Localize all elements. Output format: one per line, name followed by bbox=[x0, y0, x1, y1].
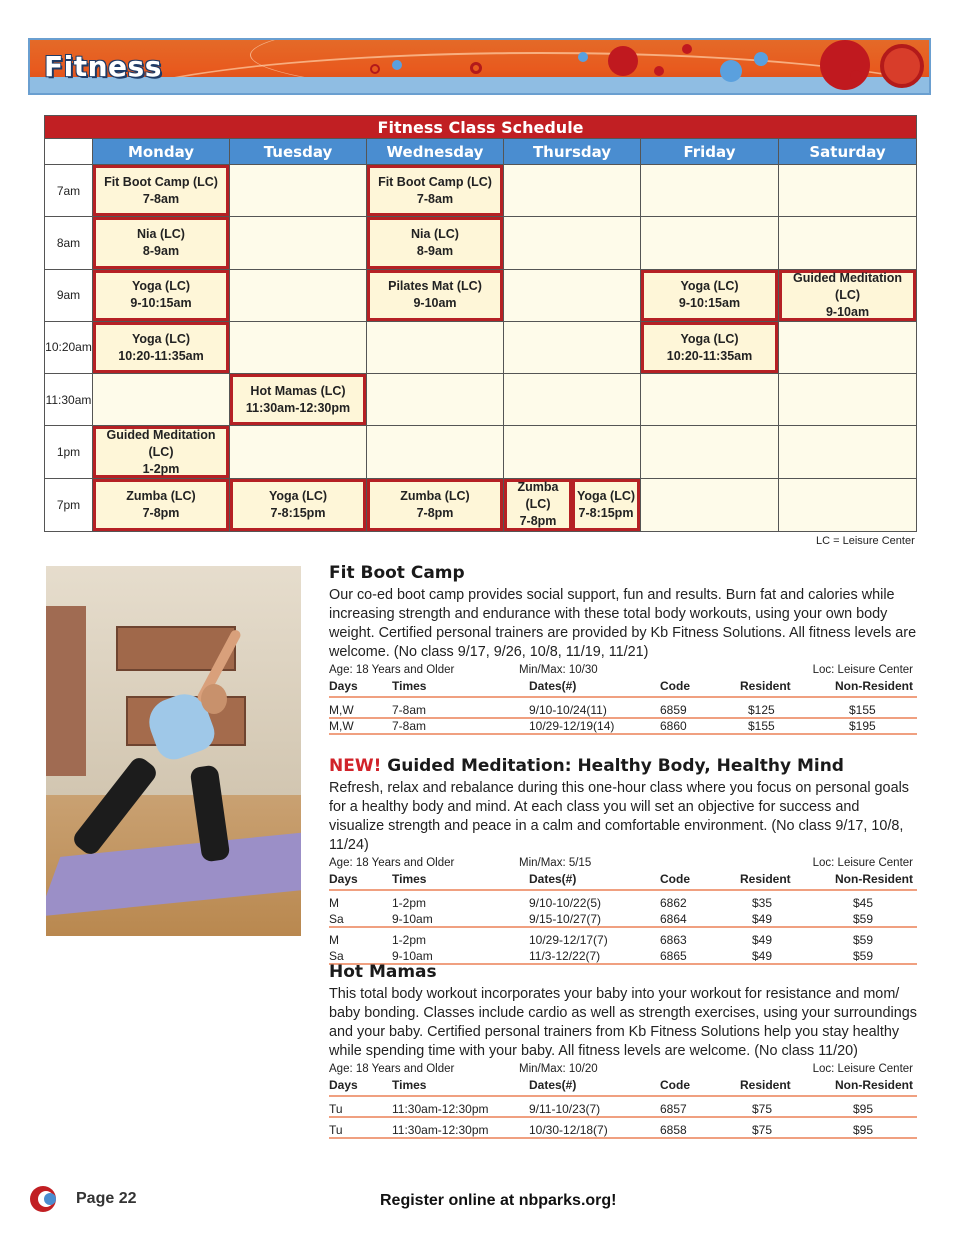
section-title: NEW! Guided Meditation: Healthy Body, Healthy Mind bbox=[329, 756, 844, 776]
legend-note: LC = Leisure Center bbox=[816, 535, 915, 547]
empty-cell bbox=[367, 426, 504, 478]
empty-cell bbox=[93, 374, 230, 426]
table-row: M 1-2pm 10/29-12/17(7) 6863 $49 $59 bbox=[329, 933, 874, 947]
parks-logo-icon bbox=[28, 1184, 58, 1214]
banner-dot bbox=[880, 44, 924, 88]
empty-cell bbox=[779, 478, 917, 531]
section-description: This total body workout incorporates your baby into your workout for resistance and mom/ baby bonding. Classes include cardio as well as strength exercises, using your surroundings and your baby. Certified personal trainers from Kb Fitness Solutions help you stay healthy while spending time with your baby. All fitness levels are welcome. (No class 11/20) bbox=[329, 986, 917, 1059]
empty-cell bbox=[641, 217, 779, 269]
yoga-photo bbox=[46, 566, 301, 936]
banner-dot bbox=[682, 44, 692, 54]
empty-cell bbox=[230, 165, 367, 217]
table-row: M 1-2pm 9/10-10/22(5) 6862 $35 $45 bbox=[329, 896, 874, 910]
register-link[interactable]: Register online at nbparks.org! bbox=[380, 1192, 617, 1209]
day-header: Monday bbox=[93, 139, 230, 165]
class-cell: Guided Meditation (LC) 9-10am bbox=[779, 269, 917, 321]
banner-dot bbox=[470, 62, 482, 74]
banner-dot bbox=[654, 66, 664, 76]
section-description: Our co-ed boot camp provides social support, fun and results. Burn fat and calories while increasing strength and endurance with these total body workouts, using your own body weight. Certified personal trainers are provided by Kb Fitness Solutions. All fitness levels are welcome. (No class 9/17, 9/26, 10/8, 11/19, 11/21) bbox=[329, 587, 917, 660]
banner-dot bbox=[820, 40, 870, 90]
time-slot: 10:20am bbox=[45, 321, 93, 373]
meditation-section bbox=[329, 756, 917, 965]
empty-cell bbox=[779, 426, 917, 478]
table-row: Sa 9-10am 9/15-10/27(7) 6864 $49 $59 bbox=[329, 911, 917, 927]
time-slot: 9am bbox=[45, 269, 93, 321]
class-cell: Zumba (LC) 7-8pm bbox=[504, 479, 572, 531]
banner-dot bbox=[370, 64, 380, 74]
class-cell: Yoga (LC) 9-10:15am bbox=[93, 269, 230, 321]
section-banner bbox=[28, 38, 931, 95]
empty-cell bbox=[230, 426, 367, 478]
class-meta: Age: 18 Years and Older Min/Max: 10/20 Loc: Leisure Center bbox=[329, 1063, 913, 1075]
class-cell: Yoga (LC) 7-8:15pm bbox=[572, 479, 640, 531]
page-number: Page 22 bbox=[76, 1190, 137, 1207]
time-slot: 8am bbox=[45, 217, 93, 269]
section-description: Refresh, relax and rebalance during this one-hour class where you focus on personal goals for a healthy body and mind. At each class you will set an objective for success and visualize strength and peace in a calm and comfortable environment. (No class 9/17, 10/8, 11/24) bbox=[329, 780, 909, 853]
time-slot: 7am bbox=[45, 165, 93, 217]
class-meta: Age: 18 Years and Older Min/Max: 10/30 Loc: Leisure Center bbox=[329, 664, 913, 676]
empty-cell bbox=[367, 374, 504, 426]
class-cell: Fit Boot Camp (LC) 7-8am bbox=[93, 165, 230, 217]
class-cell: Zumba (LC) 7-8pm bbox=[367, 478, 504, 531]
schedule-title: Fitness Class Schedule bbox=[45, 116, 917, 139]
empty-cell bbox=[504, 165, 641, 217]
class-cell: Zumba (LC) 7-8pm bbox=[93, 478, 230, 531]
banner-dot bbox=[754, 52, 768, 66]
class-cell: Yoga (LC) 9-10:15am bbox=[641, 269, 779, 321]
empty-cell bbox=[779, 321, 917, 373]
table-row: Sa 9-10am 11/3-12/22(7) 6865 $49 $59 bbox=[329, 948, 917, 964]
class-cell: Yoga (LC) 10:20-11:35am bbox=[641, 321, 779, 373]
section-title: Fit Boot Camp bbox=[329, 563, 465, 583]
class-cell: Yoga (LC) 10:20-11:35am bbox=[93, 321, 230, 373]
empty-cell bbox=[504, 374, 641, 426]
banner-dot bbox=[392, 60, 402, 70]
empty-cell bbox=[779, 217, 917, 269]
empty-cell bbox=[641, 426, 779, 478]
class-cell: Yoga (LC) 7-8:15pm bbox=[230, 478, 367, 531]
table-row: M,W 7-8am 10/29-12/19(14) 6860 $155 $195 bbox=[329, 718, 917, 734]
hotmamas-section bbox=[329, 962, 917, 1139]
time-header bbox=[45, 139, 93, 165]
split-cell bbox=[504, 478, 641, 531]
empty-cell bbox=[641, 374, 779, 426]
class-cell: Pilates Mat (LC) 9-10am bbox=[367, 269, 504, 321]
class-cell: Hot Mamas (LC) 11:30am-12:30pm bbox=[230, 374, 367, 426]
time-slot: 1pm bbox=[45, 426, 93, 478]
empty-cell bbox=[367, 321, 504, 373]
banner-dot bbox=[608, 46, 638, 76]
day-header: Tuesday bbox=[230, 139, 367, 165]
banner-dot bbox=[578, 52, 588, 62]
banner-strip bbox=[30, 77, 929, 93]
empty-cell bbox=[504, 426, 641, 478]
empty-cell bbox=[779, 165, 917, 217]
fitness-class-schedule bbox=[44, 115, 917, 532]
class-cell: Nia (LC) 8-9am bbox=[367, 217, 504, 269]
empty-cell bbox=[779, 374, 917, 426]
time-slot: 7pm bbox=[45, 478, 93, 531]
class-meta: Age: 18 Years and Older Min/Max: 5/15 Loc: Leisure Center bbox=[329, 857, 913, 869]
day-header: Saturday bbox=[779, 139, 917, 165]
new-tag: NEW! bbox=[329, 756, 382, 776]
empty-cell bbox=[641, 478, 779, 531]
section-title: Hot Mamas bbox=[329, 962, 437, 982]
class-table: Days Times Dates(#) Code Resident Non-Resident M 1-2pm 9/10-10/22(5) 6862 $35 $45 Sa 9-10am 9/15-10/27(7) 6864 $49 $59 M 1-2pm 10/29-12/17(7) 6863 $49 $59 Sa 9-10am 11/3-12/22(7) 6865 $49 $59 bbox=[329, 872, 917, 965]
day-header: Wednesday bbox=[367, 139, 504, 165]
table-row: Tu 11:30am-12:30pm 9/11-10/23(7) 6857 $75 $95 bbox=[329, 1101, 917, 1117]
day-header: Friday bbox=[641, 139, 779, 165]
class-cell: Nia (LC) 8-9am bbox=[93, 217, 230, 269]
time-slot: 11:30am bbox=[45, 374, 93, 426]
class-cell: Fit Boot Camp (LC) 7-8am bbox=[367, 165, 504, 217]
empty-cell bbox=[641, 165, 779, 217]
table-row: Tu 11:30am-12:30pm 10/30-12/18(7) 6858 $75 $95 bbox=[329, 1122, 917, 1138]
empty-cell bbox=[230, 269, 367, 321]
class-table: Days Times Dates(#) Code Resident Non-Resident M,W 7-8am 9/10-10/24(11) 6859 $125 $155 M,W 7-8am 10/29-12/19(14) 6860 $155 $195 bbox=[329, 679, 917, 735]
banner-title: Fitness bbox=[44, 50, 162, 83]
table-row: M,W 7-8am 9/10-10/24(11) 6859 $125 $155 bbox=[329, 702, 917, 718]
class-table: Days Times Dates(#) Code Resident Non-Resident Tu 11:30am-12:30pm 9/11-10/23(7) 6857 $75 $95 Tu 11:30am-12:30pm 10/30-12/18(7) 6858 $75 $95 bbox=[329, 1078, 917, 1139]
banner-dot bbox=[720, 60, 742, 82]
empty-cell bbox=[230, 217, 367, 269]
day-header: Thursday bbox=[504, 139, 641, 165]
empty-cell bbox=[504, 321, 641, 373]
empty-cell bbox=[504, 269, 641, 321]
bootcamp-section bbox=[329, 563, 917, 735]
class-cell: Guided Meditation (LC) 1-2pm bbox=[93, 426, 230, 478]
empty-cell bbox=[504, 217, 641, 269]
banner-dot bbox=[850, 70, 862, 82]
empty-cell bbox=[230, 321, 367, 373]
